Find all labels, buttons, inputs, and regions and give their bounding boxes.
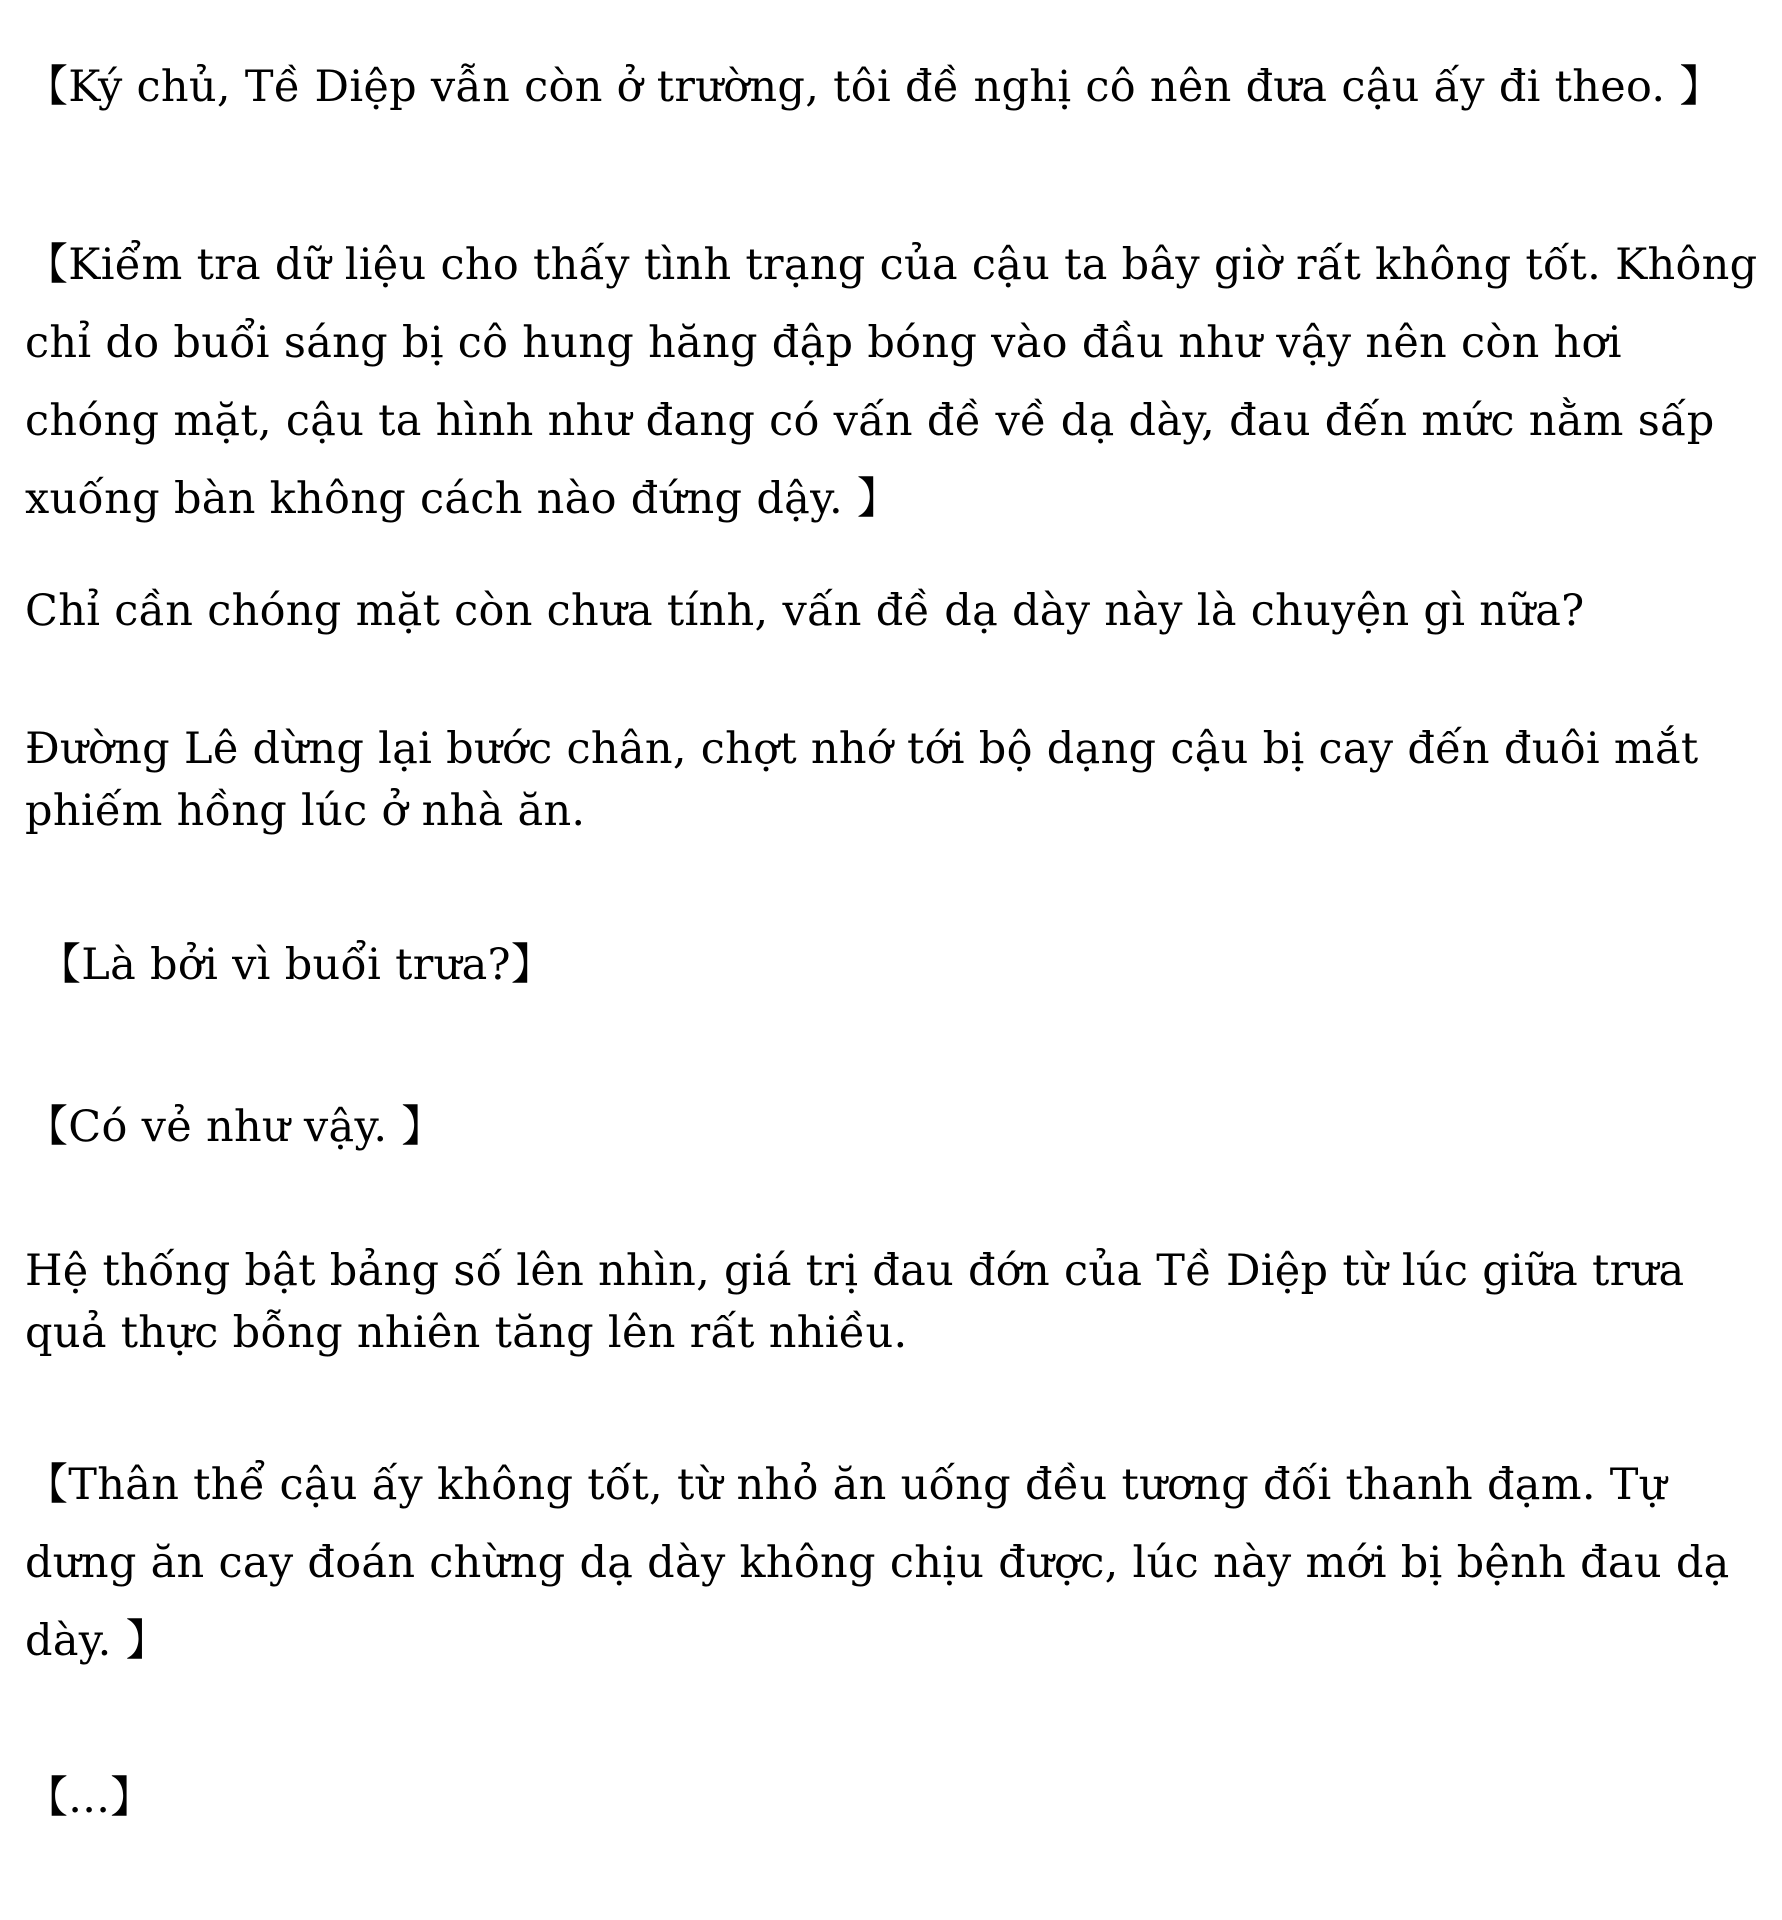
paragraph-dialogue-question: 【Là bởi vì buổi trưa?】 xyxy=(38,940,555,990)
paragraph-narration-memory: Đường Lê dừng lại bước chân, chợt nhớ tới bộ dạng cậu bị cay đến đuôi mắt phiếm hồng lúc ở nhà ăn. xyxy=(25,724,1699,836)
paragraph-narration-question: Chỉ cần chóng mặt còn chưa tính, vấn đề dạ dày này là chuyện gì nữa? xyxy=(25,586,1585,636)
paragraph-system-suggestion: 【Ký chủ, Tề Diệp vẫn còn ở trường, tôi đề nghị cô nên đưa cậu ấy đi theo. 】 xyxy=(25,62,1723,112)
paragraph-system-reply: 【Có vẻ như vậy. 】 xyxy=(25,1102,445,1152)
paragraph-system-data-check: 【Kiểm tra dữ liệu cho thấy tình trạng của cậu ta bây giờ rất không tốt. Không chỉ do buổi sáng bị cô hung hăng đập bóng vào đầu như vậy nên còn hơi chóng mặt, cậu ta hình như đang có vấn đề về dạ dày, đau đến mức nằm sấp xuống bàn không cách nào đứng dậy. 】 xyxy=(25,240,1758,524)
paragraph-system-explanation: 【Thân thể cậu ấy không tốt, từ nhỏ ăn uống đều tương đối thanh đạm. Tự dưng ăn cay đoán chừng dạ dày không chịu được, lúc này mới bị bệnh đau dạ dày. 】 xyxy=(25,1460,1730,1666)
paragraph-ellipsis: 【...】 xyxy=(25,1773,154,1823)
paragraph-narration-system: Hệ thống bật bảng số lên nhìn, giá trị đau đớn của Tề Diệp từ lúc giữa trưa quả thực bỗng nhiên tăng lên rất nhiều. xyxy=(25,1246,1685,1358)
